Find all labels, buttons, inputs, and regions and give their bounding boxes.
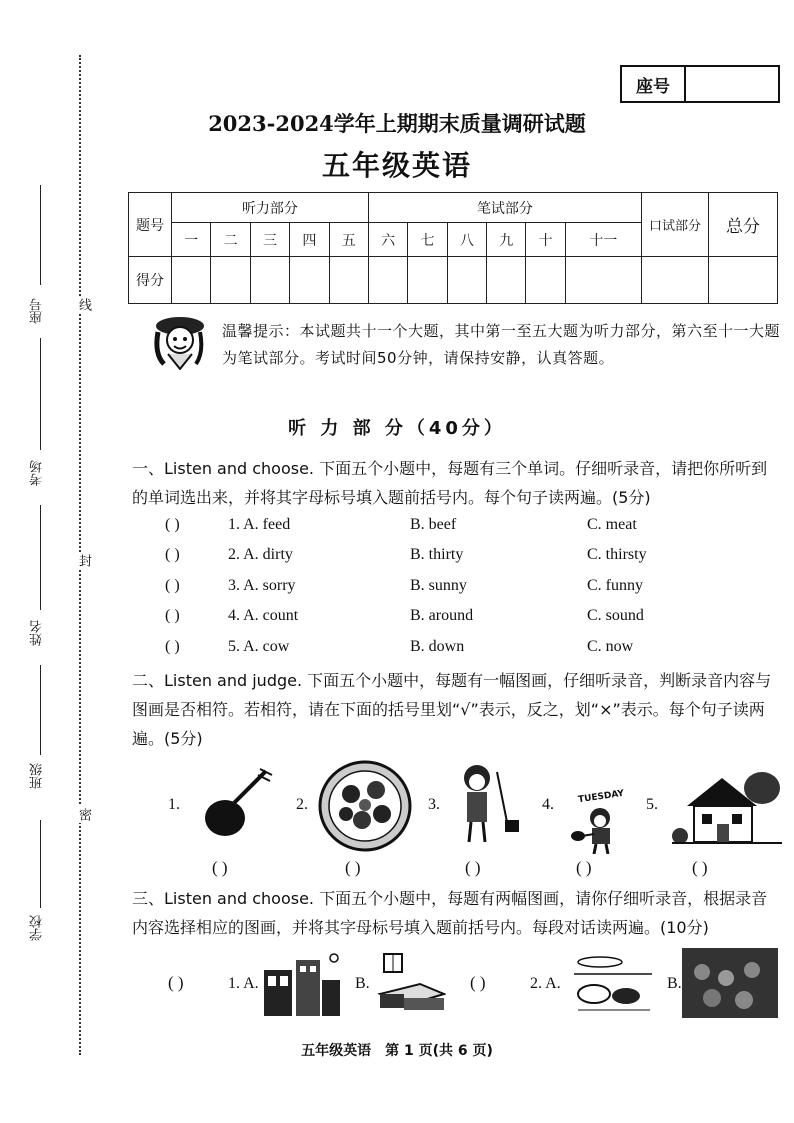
q2-answer-paren-1[interactable]: ( ) [212,858,228,877]
option-a: 5. A. cow [228,638,290,655]
answer-paren[interactable]: ( ) [165,607,180,624]
class-label-side: 班级 [30,763,45,789]
boats-lake-icon [570,950,656,1016]
q2-answer-paren-3[interactable]: ( ) [465,858,481,877]
score-cell[interactable] [329,257,368,304]
score-cell[interactable] [487,257,526,304]
q2-num-3: 3. [428,796,440,813]
boy-with-pot-icon [568,806,624,854]
answer-paren[interactable]: ( ) [165,516,180,533]
q3-instruction: 三、Listen and choose. 下面五个小题中，每题有两幅图画，请你仔细听录音，根据录音内容选择相应的图画，并将其字母标号填入题前括号内。每段对话读两遍。(10分) [132,889,768,937]
bedroom-icon [374,950,446,1018]
school-label-side: 学校 [30,915,45,941]
q-number-1: 一 [172,223,211,257]
q3-label-1a: 1. A. [228,975,259,992]
list-item [165,516,765,538]
option-c: C. sound [587,607,644,624]
score-cell-total[interactable] [709,257,778,304]
cartoon-girl-icon [150,314,206,370]
q3-label-2a: 2. A. [530,975,561,992]
q2-instruction: 二、Listen and judge. 下面五个小题中，每题有一幅图画，仔细听录音，判断录音内容与图画是否相符。若相符，请在下面的括号里划“√”表示，反之，划“×”表示。每个句子读两遍。(5分) [132,671,772,748]
seat-label-side: 座号 [30,298,45,324]
q-number-8: 八 [447,223,486,257]
option-a: 3. A. sorry [228,577,296,594]
score-cell[interactable] [526,257,565,304]
oral-header: 口试部分 [642,193,709,257]
pipa-instrument-icon [200,763,280,843]
option-b: B. around [410,607,474,624]
option-c: C. meat [587,516,637,533]
food-plate-icon [318,760,412,852]
q3-label-1b: B. [355,975,370,992]
q2-answer-paren-2[interactable]: ( ) [345,858,361,877]
writing-header: 笔试部分 [368,193,641,223]
q-number-9: 九 [487,223,526,257]
option-b: B. sunny [410,577,467,594]
exam-tip: 温馨提示：本试题共十一个大题，其中第一至五大题为听力部分，第六至十一大题为笔试部分。考试时间50分钟，请保持安静，认真答题。 [222,322,781,367]
list-item [165,607,765,629]
listening-header: 听力部分 [172,193,369,223]
exam-subtitle: 五年级英语 [321,149,472,182]
list-item [165,638,765,660]
exam-title: 2023-2024学年上期期末质量调研试题 [208,111,586,136]
option-b: B. thirty [410,546,464,563]
seat-blank-line [40,185,41,285]
street-buildings-icon [262,950,342,1018]
q2-num-4: 4. [542,796,554,813]
house-icon [672,768,782,848]
list-item [165,546,765,568]
total-header: 总分 [709,193,778,257]
q-number-5: 五 [329,223,368,257]
answer-paren[interactable]: ( ) [165,638,180,655]
name-label-side: 姓名 [30,620,45,646]
option-a: 1. A. feed [228,516,291,533]
exam-room-label-side: 考场 [30,460,45,486]
q2-num-2: 2. [296,796,308,813]
bind-char-seal: 封 [76,554,91,567]
bind-char-secret: 密 [76,808,91,821]
seat-number-field[interactable] [686,67,778,101]
q3-answer-paren-2[interactable]: ( ) [470,973,486,992]
bind-char-line: 线 [76,298,91,311]
q3-label-2b: B. [667,975,682,992]
option-b: B. down [410,638,465,655]
q-number-3: 三 [250,223,289,257]
q1-instruction: 一、Listen and choose. 下面五个小题中，每题有三个单词。仔细听录音，请把你所听到的单词选出来，并将其字母标号填入题前括号内。每个句子读两遍。(5分) [132,459,768,507]
option-c: C. funny [587,577,643,594]
q2-num-1: 1. [168,796,180,813]
page-footer: 五年级英语 第 1 页(共 6 页) [301,1043,493,1059]
listening-section-title: 听 力 部 分（40分） [288,418,506,439]
q-number-2: 二 [211,223,250,257]
q-number-10: 十 [526,223,565,257]
name-blank-line [40,505,41,610]
tuesday-label: TUESDAY [577,788,625,806]
q3-answer-paren-1[interactable]: ( ) [168,973,184,992]
score-row-label: 得分 [129,257,172,304]
girl-washing-icon [455,762,525,850]
q-number-7: 七 [408,223,447,257]
question-number-header: 题号 [129,193,172,257]
q2-answer-paren-4[interactable]: ( ) [576,858,592,877]
answer-paren[interactable]: ( ) [165,546,180,563]
seat-number-label: 座号 [622,67,686,101]
q-number-6: 六 [368,223,407,257]
option-c: C. now [587,638,634,655]
score-cell[interactable] [290,257,329,304]
option-a: 4. A. count [228,607,299,624]
score-cell[interactable] [447,257,486,304]
score-table [128,192,778,304]
q-number-11: 十一 [565,223,641,257]
option-c: C. thirsty [587,546,647,563]
list-item [165,577,765,599]
answer-paren[interactable]: ( ) [165,577,180,594]
option-b: B. beef [410,516,457,533]
dark-crowd-photo-icon [682,948,778,1018]
school-blank-line [40,820,41,908]
option-a: 2. A. dirty [228,546,293,563]
seat-number-box [620,65,780,103]
score-cell[interactable] [172,257,211,304]
q-number-4: 四 [290,223,329,257]
score-cell[interactable] [250,257,289,304]
class-blank-line [40,665,41,755]
score-cell[interactable] [368,257,407,304]
q2-answer-paren-5[interactable]: ( ) [692,858,708,877]
score-cell[interactable] [211,257,250,304]
score-cell[interactable] [565,257,641,304]
score-cell-oral[interactable] [642,257,709,304]
score-cell[interactable] [408,257,447,304]
q2-num-5: 5. [646,796,658,813]
